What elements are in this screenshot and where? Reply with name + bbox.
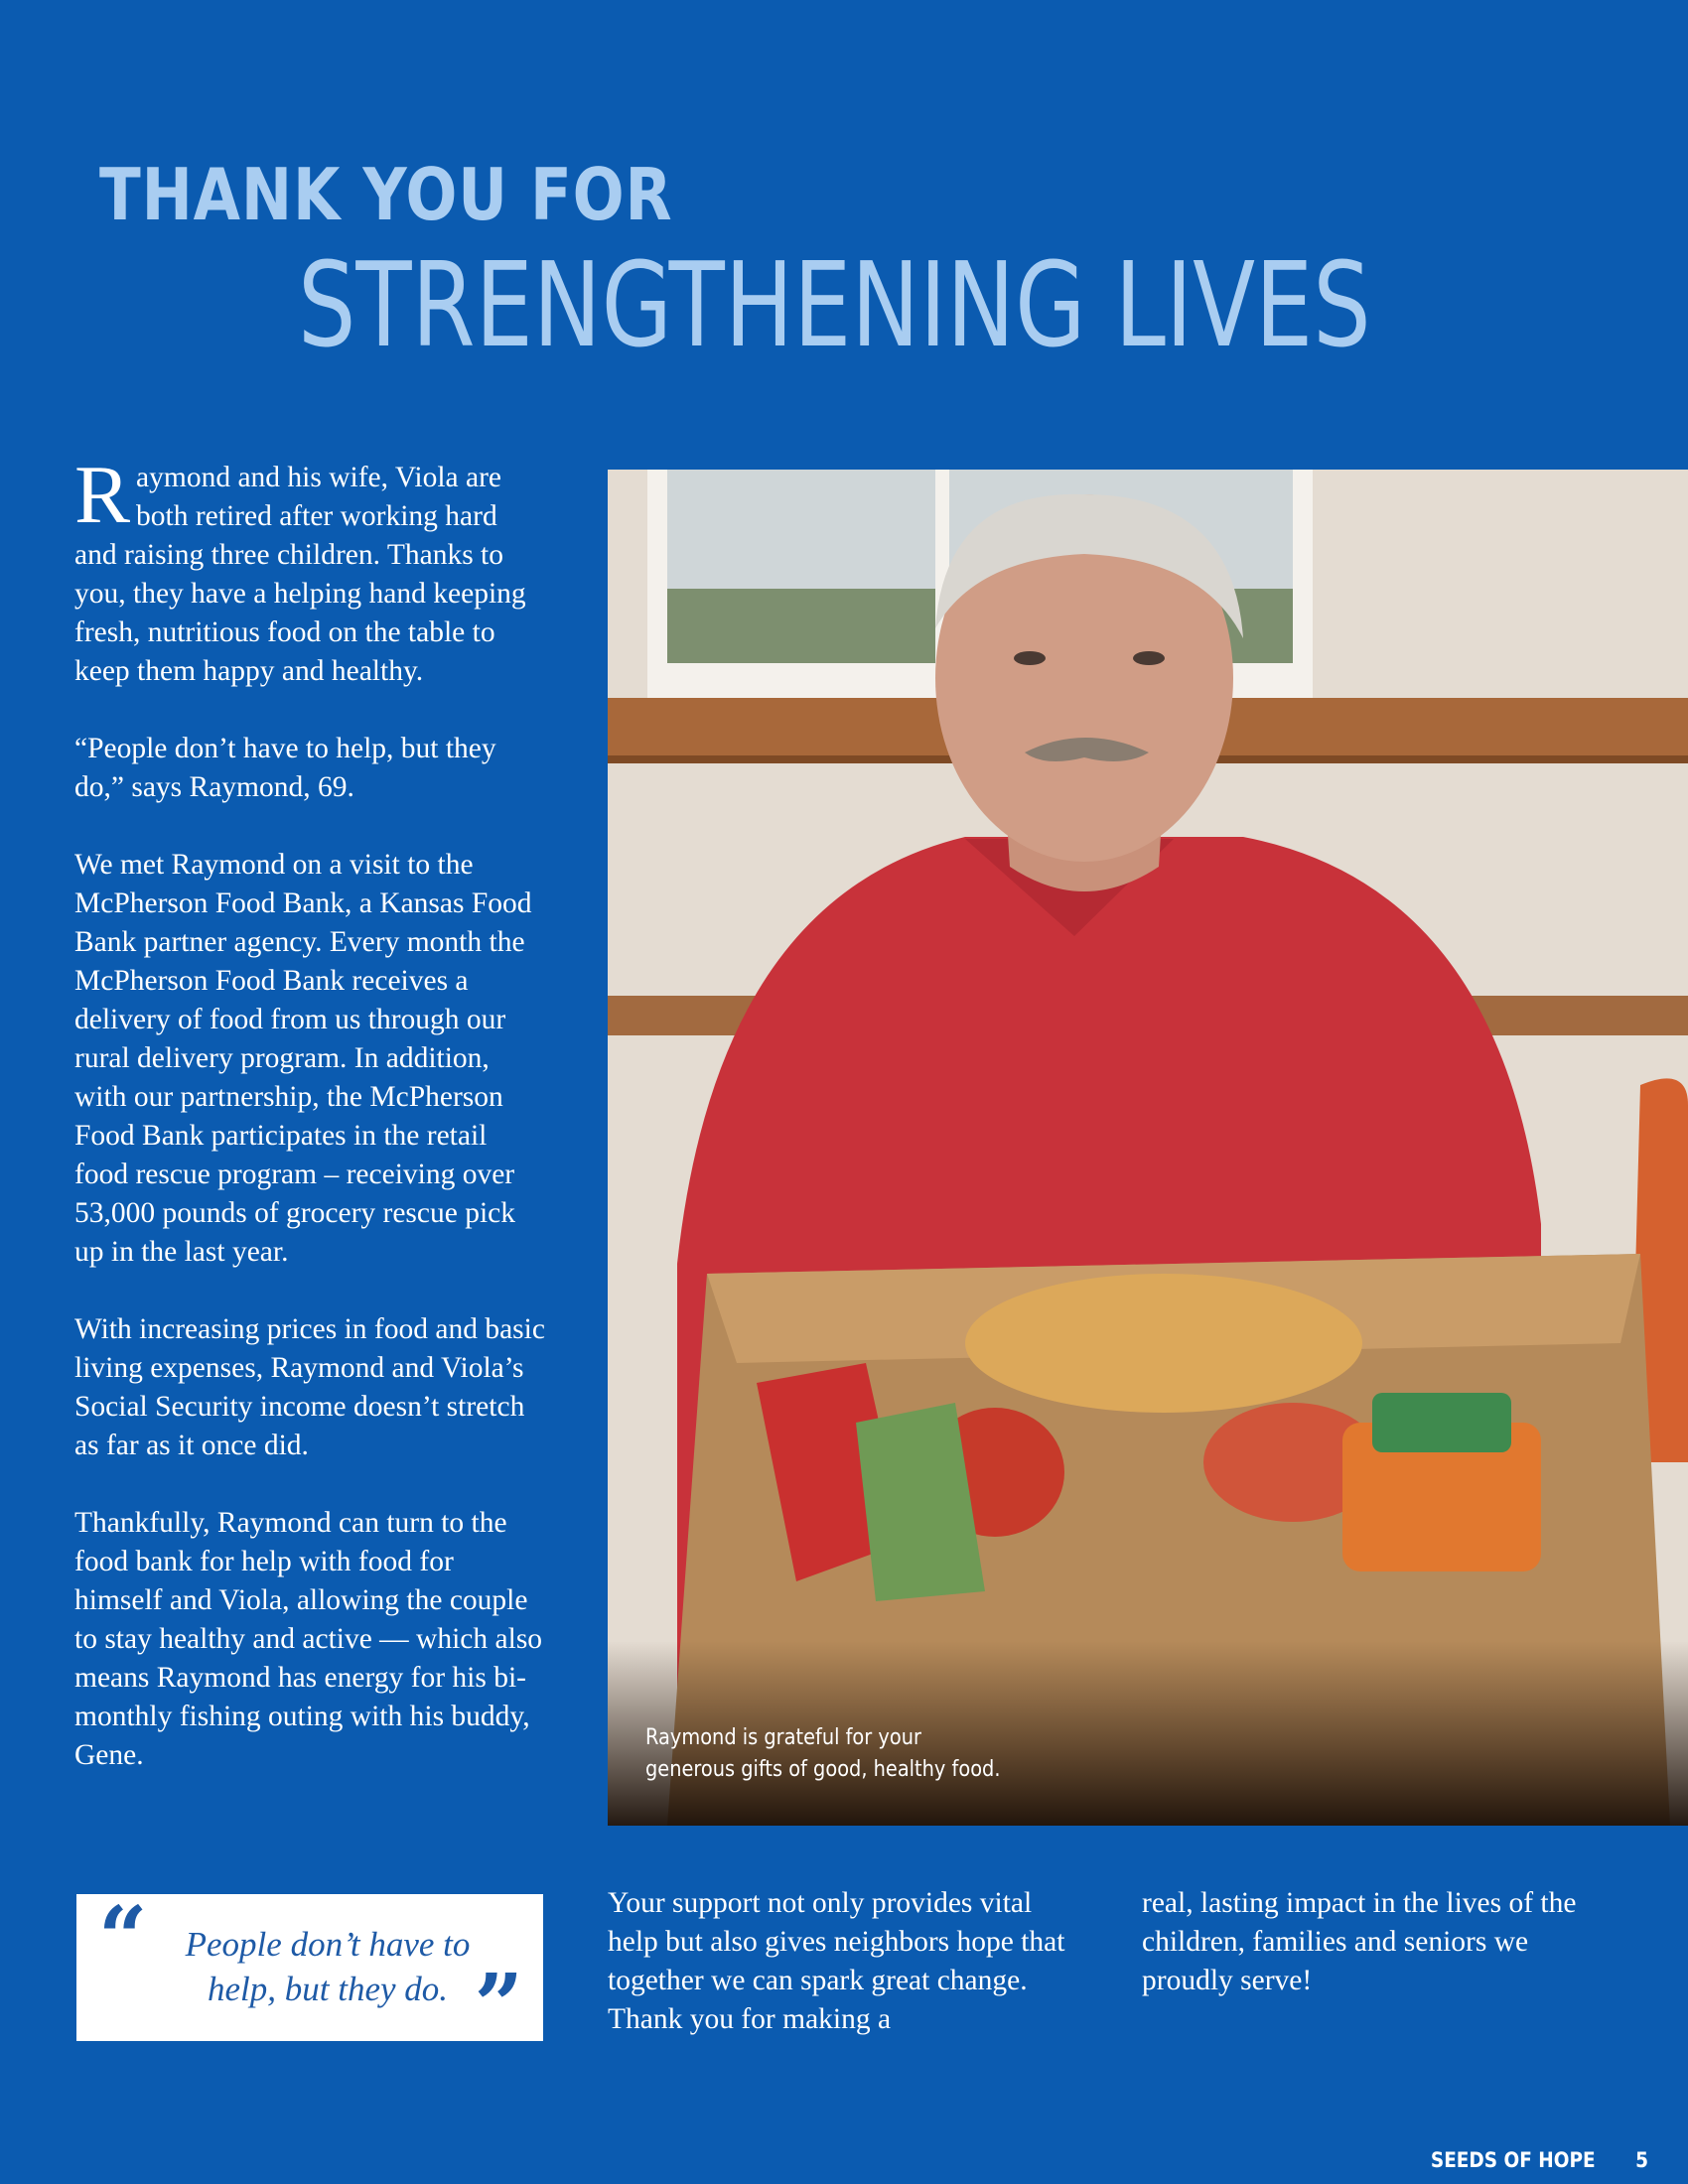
caption-line-2: generous gifts of good, healthy food. bbox=[645, 1757, 1001, 1782]
page-number: 5 bbox=[1635, 2148, 1648, 2172]
story-paragraph-4: With increasing prices in food and basic living expenses, Raymond and Viola’s Social Security income doesn’t stretch as far as it once did. bbox=[74, 1313, 545, 1461]
photo-illustration bbox=[608, 470, 1688, 1826]
story-column bbox=[74, 449, 546, 1814]
publication-name: SEEDS OF HOPE bbox=[1430, 2148, 1596, 2172]
raymond-photo bbox=[608, 470, 1688, 1826]
heading-line-2: STRENGTHENING LIVES bbox=[298, 236, 1371, 373]
closing-column-1: Your support not only provides vital help but also gives neighbors hope that together we can spark great change. Thank you for making a bbox=[608, 1887, 1065, 2035]
story-paragraph-3: We met Raymond on a visit to the McPherson Food Bank, a Kansas Food Bank partner agency. Every month the McPherson Food Bank receives a delivery of food from us through our rural delivery program. In addition, with our partnership, the McPherson Food Bank participates in the retail food rescue program – receiving over 53,000 pounds of grocery rescue pick up in the last year. bbox=[74, 849, 532, 1268]
caption-line-1: Raymond is grateful for your bbox=[645, 1725, 921, 1750]
story-paragraph-2: “People don’t have to help, but they do,” says Raymond, 69. bbox=[74, 733, 496, 803]
story-paragraph-5: Thankfully, Raymond can turn to the food bank for help with food for himself and Viola, allowing the couple to stay healthy and active — which also means Raymond has energy for his bi-monthly fishing outing with his buddy, Gene. bbox=[74, 1507, 543, 1771]
page-footer bbox=[1431, 2148, 1648, 2172]
photo-caption bbox=[645, 1722, 1000, 1786]
close-quote-icon: ” bbox=[474, 1956, 523, 2056]
story-paragraph-1 bbox=[74, 449, 546, 691]
story-paragraph-1-text: aymond and his wife, Viola are both retired after working hard and raising three children. Thanks to you, they have a helping hand keeping fresh, nutritious food on the table to keep them happy and healthy. bbox=[74, 462, 526, 687]
pull-quote-box bbox=[76, 1888, 543, 2056]
drop-cap: R bbox=[74, 449, 131, 541]
open-quote-icon: “ bbox=[98, 1888, 148, 1988]
closing-column-2: real, lasting impact in the lives of the children, families and seniors we proudly serve! bbox=[1142, 1887, 1577, 1996]
pull-quote-text: People don’t have to help, but they do. bbox=[185, 1925, 471, 2008]
heading-line-1: THANK YOU FOR bbox=[99, 153, 673, 236]
